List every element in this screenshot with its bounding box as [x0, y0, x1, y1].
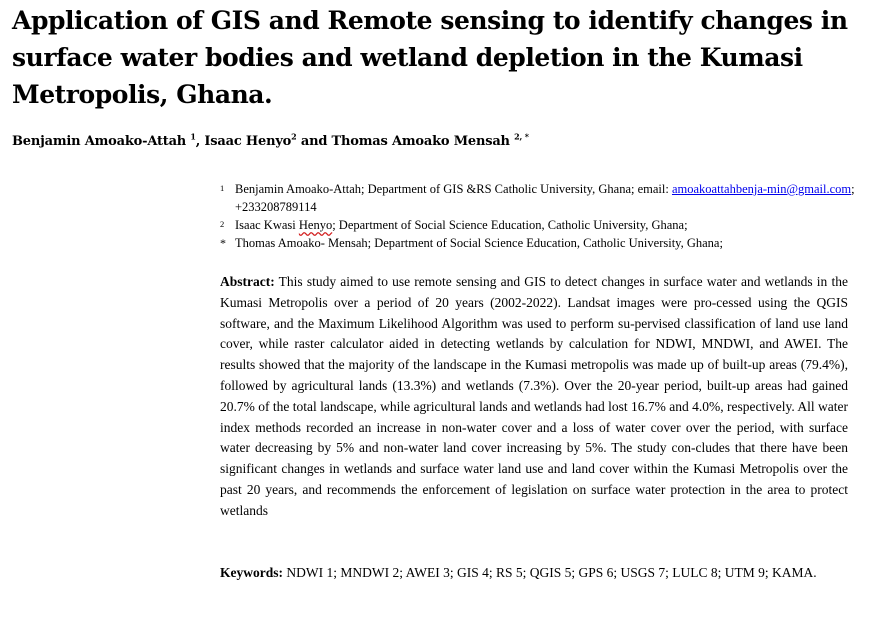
author-name: Isaac Henyo — [204, 134, 292, 149]
abstract-paragraph — [220, 272, 848, 522]
keywords-text: NDWI 1; MNDWI 2; AWEI 3; GIS 4; RS 5; QGIS 5; GPS 6; USGS 7; LULC 8; UTM 9; KAMA. — [286, 565, 817, 580]
paper-title: Application of GIS and Remote sensing to identify changes in surface water bodies and wetland depletion in the Kumasi Metropolis, Ghana. — [12, 6, 848, 109]
affiliation-list — [220, 180, 860, 252]
keywords-paragraph — [220, 563, 848, 584]
abstract-label: Abstract: — [220, 274, 275, 289]
author-affiliation-mark: 2, * — [514, 131, 529, 142]
author-name: Thomas Amoako Mensah — [331, 134, 510, 149]
author-affiliation-mark: 2 — [291, 131, 297, 142]
affiliation-item — [220, 180, 860, 216]
affiliation-text: Benjamin Amoako-Attah; Department of GIS &RS Catholic University, Ghana; email: — [235, 182, 672, 196]
affiliation-text: Isaac Kwasi — [235, 218, 299, 232]
abstract-text: This study aimed to use remote sensing and GIS to detect changes in surface water and wetlands in the Kumasi Metropolis over a period of 20 years (2002-2022). Landsat images were pro-cessed using the QGIS software, and the Maximum Likelihood Algorithm was used to perform su-pervised classification of land use land cover, while raster calculator aided in detecting wetlands by calculation for NDWI, MNDWI, and AWEI. The results showed that the majority of the landscape in the Kumasi metropolis was made up of built-up areas (79.4%), followed by agricultural lands (13.3%) and wetlands (7.3%). Over the 20-year period, built-up areas had gained 20.7% of the total landscape, while agricultural lands and wetlands had lost 16.7% and 4.0%, respectively. All water index methods recorded an increase in non-water cover and a loss of water cover over the period, with surface water decreasing by 5% and non-water land cover increasing by 5%. The study con-cludes that there have been significant changes in wetlands and surface water land use and land cover within the Kumasi Metropolis over the past 20 years, and recommends the enforcement of legislation on surface water protection in the area to protect wetlands — [220, 274, 848, 518]
author-separator: and — [296, 134, 332, 149]
affiliation-marker: * — [220, 236, 226, 250]
affiliation-phone: ; +233208789114 — [235, 182, 855, 214]
affiliation-item — [220, 216, 860, 234]
affiliation-text: Thomas Amoako- Mensah; Department of Social Science Education, Catholic University, Ghana; — [235, 236, 723, 250]
keywords-label: Keywords: — [220, 565, 283, 580]
affiliation-item — [220, 234, 860, 252]
affiliation-text: ; Department of Social Science Education, Catholic University, Ghana; — [332, 218, 688, 232]
email-link[interactable]: amoakoattahbenja-min@gmail.com — [671, 182, 852, 196]
author-affiliation-mark: 1 — [190, 131, 196, 142]
spellcheck-flagged-word[interactable]: Henyo — [298, 218, 333, 232]
affiliation-marker: 1 — [220, 183, 225, 193]
author-list — [12, 132, 882, 152]
affiliation-marker: 2 — [220, 219, 225, 229]
author-name: Benjamin Amoako-Attah — [12, 134, 187, 149]
author-separator: , — [195, 134, 205, 149]
